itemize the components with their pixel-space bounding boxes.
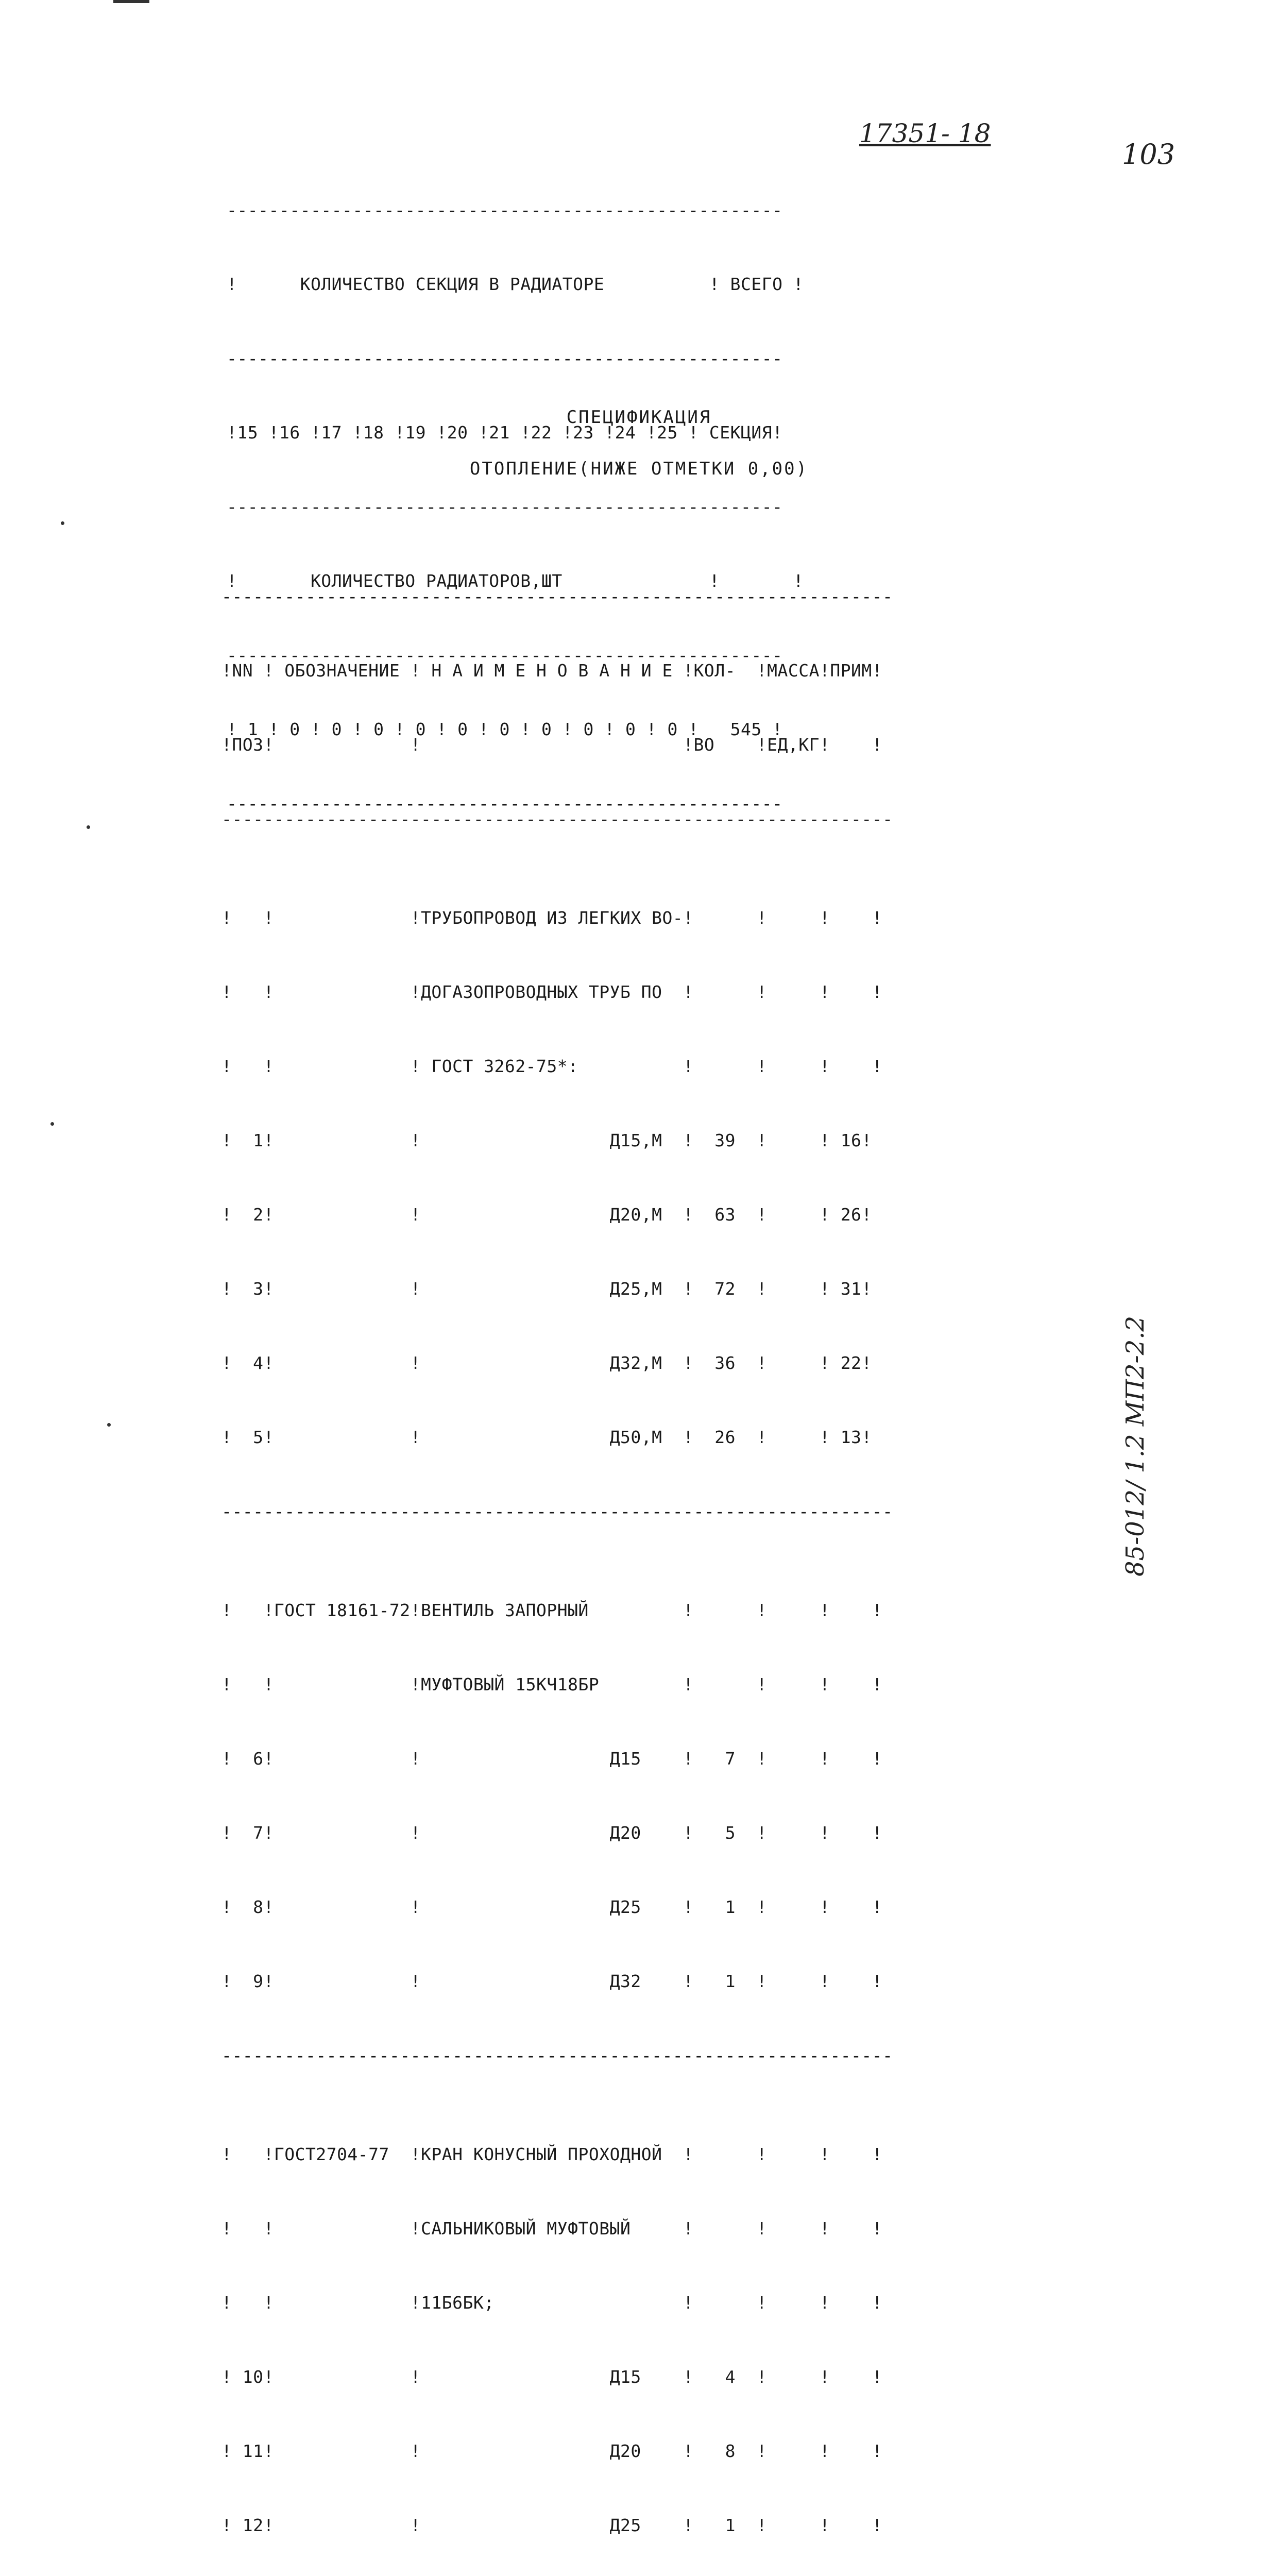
table-row: ! 10! ! Д15 ! 4 ! ! ! xyxy=(221,2367,883,2387)
table-row: ! 7! ! Д20 ! 5 ! ! ! xyxy=(221,1823,883,1843)
table-row: ! 1! ! Д15,М ! 39 ! ! 16! xyxy=(221,1130,872,1150)
table-rule: ----------------------------------------------------- xyxy=(227,348,783,368)
spec-subtitle: ОТОПЛЕНИЕ(НИЖЕ ОТМЕТКИ 0,00) xyxy=(469,459,809,479)
table-rule: ---------------------------------------------------------------- xyxy=(221,586,893,606)
table-row: ! КОЛИЧЕСТВО РАДИАТОРОВ,ШТ ! ! xyxy=(227,571,804,591)
table-row: ! 2! ! Д20,М ! 63 ! ! 26! xyxy=(221,1205,872,1225)
table-row: !15 !16 !17 !18 !19 !20 !21 !22 !23 !24 !25 ! СЕКЦИЯ! xyxy=(227,422,783,443)
table-rule: ----------------------------------------------------- xyxy=(227,793,783,814)
table-row: ! 4! ! Д32,М ! 36 ! ! 22! xyxy=(221,1353,872,1373)
table-rule: ---------------------------------------------------------------- xyxy=(221,2045,893,2065)
table-row: ! 11! ! Д20 ! 8 ! ! ! xyxy=(221,2441,883,2461)
table-row: ! ! !МУФТОВЫЙ 15КЧ18БР ! ! ! ! xyxy=(221,1674,883,1694)
table-row: ! !ГОСТ 18161-72!ВЕНТИЛЬ ЗАПОРНЫЙ ! ! ! ! xyxy=(221,1600,883,1620)
table-row: ! 6! ! Д15 ! 7 ! ! ! xyxy=(221,1749,883,1769)
page-number: 103 xyxy=(1122,138,1175,171)
table-row: ! ! !ТРУБОПРОВОД ИЗ ЛЕГКИХ ВО-! ! ! ! xyxy=(221,908,883,928)
table-row: ! !ГОСТ2704-77 !КРАН КОНУСНЫЙ ПРОХОДНОЙ ! ! ! ! xyxy=(221,2144,883,2164)
table-rule: ----------------------------------------------------- xyxy=(227,200,783,220)
specification-table xyxy=(221,535,893,2576)
table-header-row: !ПОЗ! ! !ВО !ЕД,КГ! ! xyxy=(221,735,883,755)
table-row: ! 3! ! Д25,М ! 72 ! ! 31! xyxy=(221,1279,872,1299)
table-row: ! КОЛИЧЕСТВО СЕКЦИЯ В РАДИАТОРЕ ! ВСЕГО ! xyxy=(227,274,804,294)
table-row: ! 12! ! Д25 ! 1 ! ! ! xyxy=(221,2515,883,2535)
table-row: ! 1 ! 0 ! 0 ! 0 ! 0 ! 0 ! 0 ! 0 ! 0 ! 0 ! 0 ! 545 ! xyxy=(227,719,783,739)
table-rule: ---------------------------------------------------------------- xyxy=(221,1501,893,1521)
margin-dot xyxy=(87,825,90,829)
table-row: ! 9! ! Д32 ! 1 ! ! ! xyxy=(221,1971,883,1991)
handwritten-reference: 17351- 18 xyxy=(859,118,991,148)
spec-title: СПЕЦИФИКАЦИЯ xyxy=(566,407,712,428)
table-rule: ---------------------------------------------------------------- xyxy=(221,809,893,829)
table-header-row: !NN ! ОБОЗНАЧЕНИЕ ! Н А И М Е Н О В А Н И Е !КОЛ- !МАССА!ПРИМ! xyxy=(221,660,883,681)
margin-dot xyxy=(50,1122,54,1126)
margin-dot xyxy=(61,521,64,525)
scan-mark xyxy=(113,0,149,3)
table-row: ! ! !ДОГАЗОПРОВОДНЫХ ТРУБ ПО ! ! ! ! xyxy=(221,982,883,1002)
vertical-stamp: 85-012/ 1.2 МП2-2.2 xyxy=(1121,1315,1150,1577)
table-row: ! ! !САЛЬНИКОВЫЙ МУФТОВЫЙ ! ! ! ! xyxy=(221,2218,883,2239)
table-row: ! 8! ! Д25 ! 1 ! ! ! xyxy=(221,1897,883,1917)
table-rule: ----------------------------------------------------- xyxy=(227,497,783,517)
margin-dot xyxy=(107,1423,111,1427)
table-rule: ----------------------------------------------------- xyxy=(227,645,783,665)
table-row: ! ! !11Б6БК; ! ! ! ! xyxy=(221,2293,883,2313)
table-row: ! 5! ! Д50,М ! 26 ! ! 13! xyxy=(221,1427,872,1447)
table-row: ! ! ! ГОСТ 3262-75*: ! ! ! ! xyxy=(221,1056,883,1076)
